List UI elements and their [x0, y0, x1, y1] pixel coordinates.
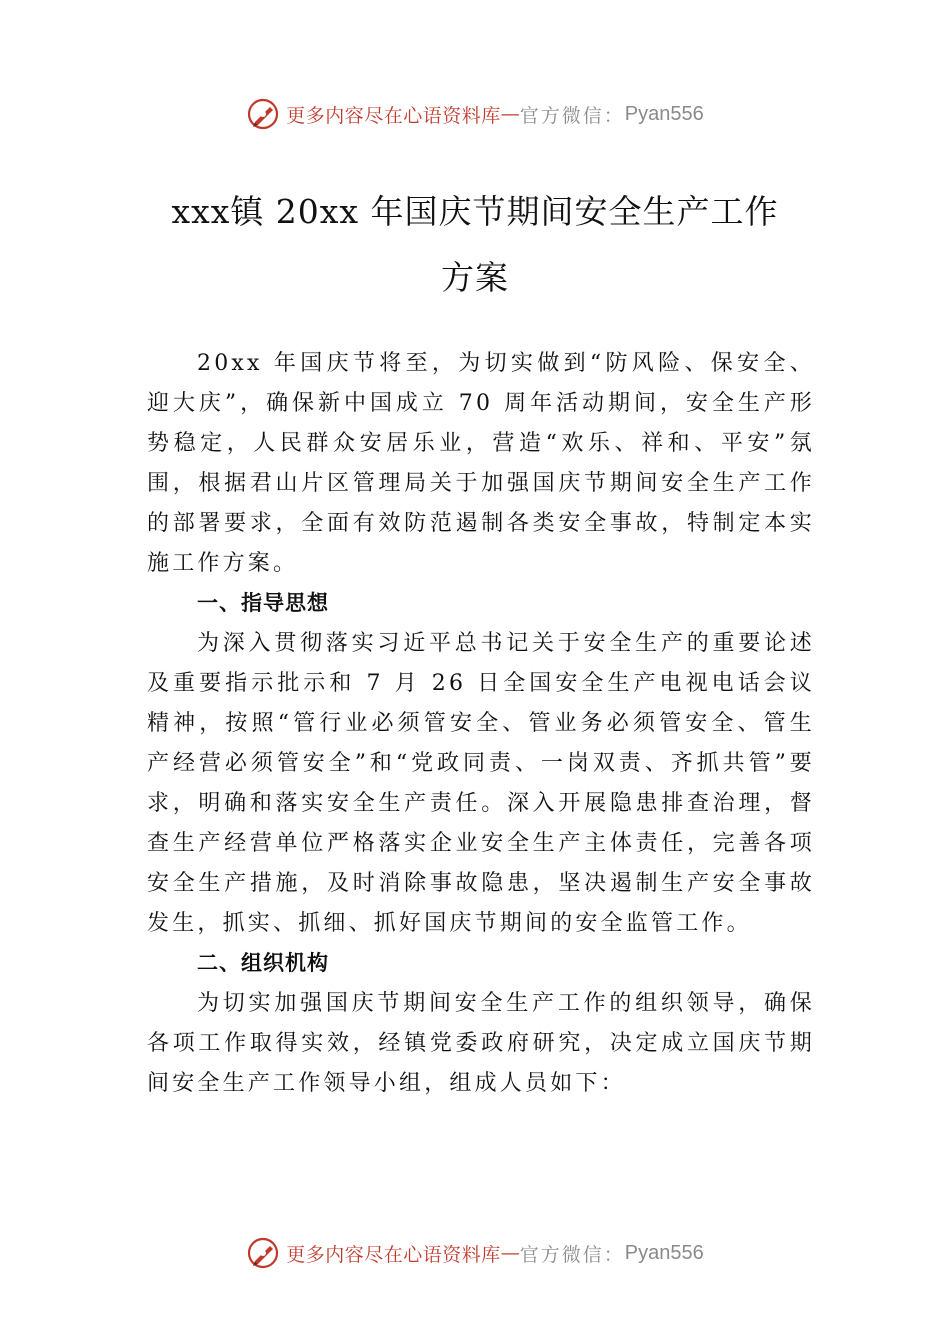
- watermark-brand-text: 更多内容尽在心语资料库: [286, 104, 501, 127]
- section-heading-organization: 二、组织机构: [197, 951, 329, 975]
- organization-paragraph: 为切实加强国庆节期间安全生产工作的组织领导，确保各项工作取得实效，经镇党委政府研究，决定成立国庆节期间安全生产工作领导小组，组成人员如下：: [147, 991, 815, 1096]
- pen-logo-icon: [246, 1236, 280, 1270]
- watermark-contact-id: Pyan556: [624, 1241, 704, 1264]
- watermark-contact-label: 官方微信：: [519, 1243, 625, 1266]
- document-body: [147, 344, 815, 1104]
- watermark-brand-text: 更多内容尽在心语资料库: [286, 1243, 501, 1266]
- document-title-line2: 方案: [441, 258, 509, 297]
- pen-logo-icon: [246, 97, 280, 131]
- document-title-line1: xxx镇 20xx 年国庆节期间安全生产工作: [171, 192, 779, 231]
- top-watermark-banner: [0, 94, 950, 134]
- intro-paragraph: 20xx 年国庆节将至，为切实做到“防风险、保安全、迎大庆”，确保新中国成立 70 周年活动期间，安全生产形势稳定，人民群众安居乐业，营造“欢乐、祥和、平安”氛围，根据君山片区管理局关于加强国庆节期间安全生产工作的部署要求，全面有效防范遏制各类安全事故，特制定本实施工作方案。: [147, 351, 815, 576]
- section-heading-guiding-ideology: 一、指导思想: [197, 591, 329, 615]
- guiding-ideology-paragraph: 为深入贯彻落实习近平总书记关于安全生产的重要论述及重要指示批示和 7 月 26 日全国安全生产电视电话会议精神，按照“管行业必须管安全、管业务必须管安全、管生产经营必须管安全”和“党政同责、一岗双责、齐抓共管”要求，明确和落实安全生产责任。深入开展隐患排查治理，督查生产经营单位严格落实企业安全生产主体责任，完善各项安全生产措施，及时消除事故隐患，坚决遏制生产安全事故发生，抓实、抓细、抓好国庆节期间的安全监管工作。: [147, 631, 815, 936]
- watermark-contact-id: Pyan556: [624, 102, 704, 125]
- watermark-separator: —: [500, 1242, 520, 1264]
- watermark-contact-label: 官方微信：: [519, 104, 625, 127]
- watermark-separator: —: [500, 103, 520, 125]
- bottom-watermark-banner: [0, 1233, 950, 1273]
